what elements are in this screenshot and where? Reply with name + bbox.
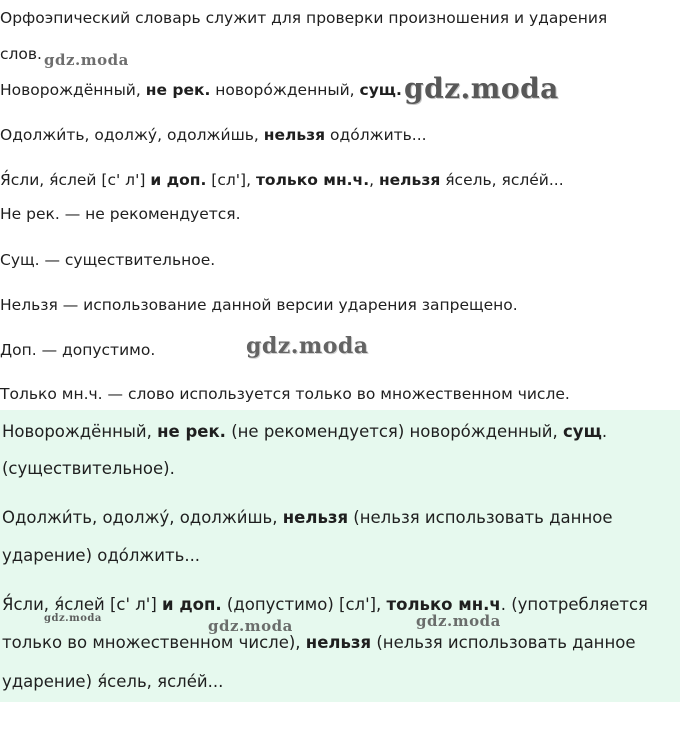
entry-mark-ne-rek: не рек. [145, 81, 211, 99]
answer-text: (допустимо) [сл'], [221, 595, 387, 614]
answer-p3-line-3: ударение) я́сель, ясле́й... [2, 672, 224, 691]
legend-nelzya: Нельзя — использование данной версии ударения запрещено. [0, 296, 518, 314]
legend-ne-rek: Не рек. — не рекомендуется. [0, 205, 241, 223]
answer-p3-line-2 [2, 632, 636, 654]
answer-text: . [601, 422, 608, 441]
answer-mark-nelzya: нельзя [282, 508, 349, 527]
entry-text: , [369, 171, 379, 189]
intro-line-1: Орфоэпический словарь служит для проверки произношения и ударения [0, 9, 608, 27]
entry-odolzhit [0, 125, 427, 145]
entry-mark-i-dop: и доп. [150, 171, 207, 189]
entry-text: Одолжи́ть, одолжу́, одолжи́шь, [0, 126, 264, 144]
answer-text: только во множественном числе), [2, 633, 306, 652]
entry-text: Новорождённый, [0, 81, 146, 99]
legend-tolko-mn: Только мн.ч. — слово используется только во множественном числе. [0, 385, 570, 403]
answer-mark-sushch: сущ [563, 422, 602, 441]
entry-mark-sushch: сущ. [359, 81, 402, 99]
watermark-logo: gdz.moda [44, 613, 102, 624]
answer-mark-nelzya: нельзя [305, 633, 372, 652]
entry-mark-tolko-mn: только мн.ч. [255, 171, 370, 189]
entry-yasli [0, 170, 564, 190]
answer-text: (не рекомендуется) новоро́жденный, [225, 422, 564, 441]
watermark-logo: gdz.moda [416, 612, 501, 630]
watermark-logo: gdz.moda [44, 51, 129, 69]
answer-mark-i-dop: и доп. [162, 595, 222, 614]
entry-text: [сл'], [206, 171, 256, 189]
answer-p1-line-2: (существительное). [2, 459, 175, 478]
answer-mark-ne-rek: не рек. [157, 422, 226, 441]
answer-text: Я́сли, я́слей [с' л'] [2, 595, 163, 614]
legend-dop: Доп. — допустимо. [0, 341, 156, 359]
entry-text: новоро́жденный, [210, 81, 360, 99]
entry-text: одо́лжить... [325, 126, 427, 144]
answer-p1-line-1 [2, 421, 607, 443]
intro-line-2: слов. [0, 45, 42, 63]
watermark-logo: gdz.moda [208, 617, 293, 635]
answer-text: Одолжи́ть, одолжу́, одолжи́шь, [2, 508, 283, 527]
answer-mark-tolko-mn: только мн.ч [386, 595, 501, 614]
entry-mark-nelzya: нельзя [378, 171, 441, 189]
entry-text: Я́сли, я́слей [с' л'] [0, 171, 151, 189]
answer-p2-line-2: ударение) одо́лжить... [2, 546, 201, 565]
answer-text: (нельзя использовать данное [371, 633, 636, 652]
entry-text: я́сель, ясле́й... [440, 171, 564, 189]
answer-text: (нельзя использовать данное [348, 508, 613, 527]
legend-sushch: Сущ. — существительное. [0, 251, 216, 269]
entry-novorozhdenny [0, 80, 402, 100]
answer-text: Новорождённый, [2, 422, 158, 441]
answer-block [0, 410, 680, 702]
entry-mark-nelzya: нельзя [263, 126, 326, 144]
watermark-logo: gdz.moda [404, 72, 559, 105]
watermark-logo: gdz.moda [246, 333, 369, 359]
answer-text: . (употребляется [500, 595, 648, 614]
answer-p2-line-1 [2, 507, 612, 529]
